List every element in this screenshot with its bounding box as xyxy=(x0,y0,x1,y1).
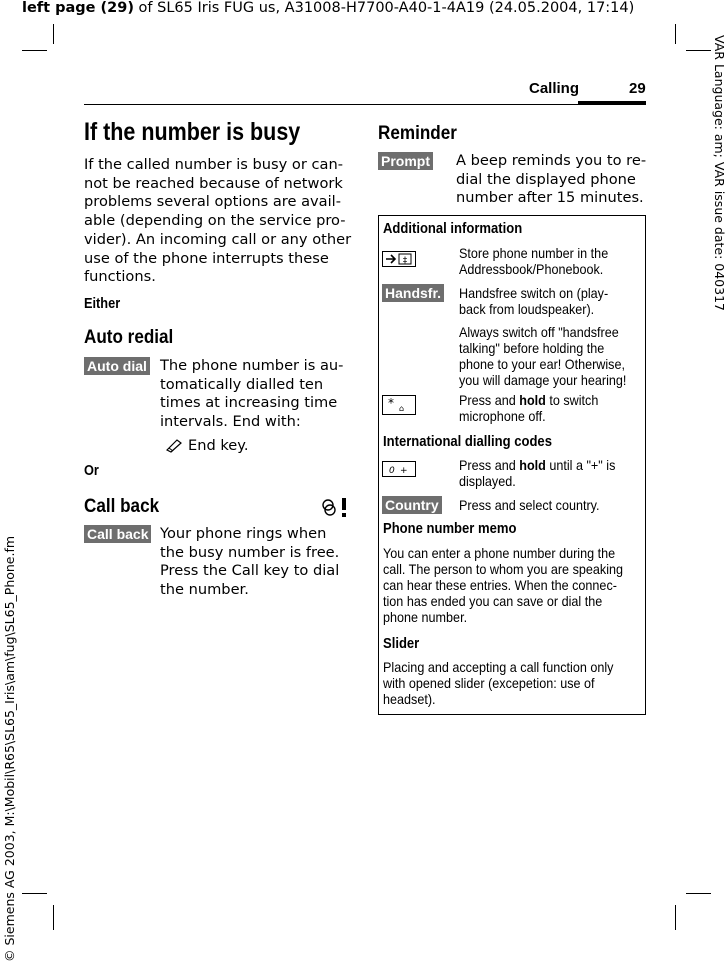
network-service-icon xyxy=(318,497,352,517)
store-number-text: Store phone number in the Addressbook/Phonebook. xyxy=(459,245,609,277)
auto-redial-heading: Auto redial xyxy=(84,327,174,348)
end-key-icon xyxy=(165,437,183,453)
auto-redial-text: The phone number is au- tomatically dialled ten times at increasing time intervals. End with: xyxy=(160,357,344,431)
plus-hold-text: hold xyxy=(519,457,546,473)
handsfree-softkey[interactable]: Handsfr. xyxy=(382,284,444,302)
right-vertical-info: VAR Language: am; VAR issue date: 040317 xyxy=(712,35,727,311)
crop-mark xyxy=(686,50,711,51)
header-rule-thick xyxy=(578,101,646,104)
document-header xyxy=(22,0,634,16)
intro-paragraph: If the called number is busy or can- not be reached because of network problems several options are avail- able (depending on the service pro- vider). An incoming call or any other use of the phone interrupts these functions. xyxy=(84,156,352,286)
mic-press-text: Press and xyxy=(459,392,520,408)
header-page-label: left page (29) xyxy=(22,0,134,16)
prompt-softkey[interactable]: Prompt xyxy=(378,152,433,170)
star-key-icon xyxy=(382,395,416,415)
svg-text:⌂: ⌂ xyxy=(399,404,405,413)
mic-rest-text: to switch microphone off. xyxy=(459,392,599,424)
handsfree-warning: Always switch off "handsfree talking" before holding the phone to your ear! Otherwise, you will damage your hearing! xyxy=(459,324,627,388)
end-key-text: End key. xyxy=(188,437,249,454)
call-back-heading: Call back xyxy=(84,496,160,517)
handsfree-text: Handsfree switch on (play- back from loudspeaker). xyxy=(459,285,609,317)
either-label: Either xyxy=(84,296,121,312)
page-title: If the number is busy xyxy=(84,118,301,146)
auto-dial-softkey[interactable]: Auto dial xyxy=(84,357,150,375)
crop-mark xyxy=(22,893,47,894)
plus-text xyxy=(459,457,644,489)
plus-rest-text: until a "+" is displayed. xyxy=(459,457,616,489)
left-vertical-copyright: © Siemens AG 2003, M:\Mobil\R65\SL65_Iris\am\fug\SL65_Phone.fm xyxy=(2,535,17,962)
mic-off-text xyxy=(459,392,644,424)
additional-info-title: Additional information xyxy=(383,221,523,237)
store-number-icon xyxy=(382,251,416,267)
running-head-page: 29 xyxy=(629,80,646,97)
svg-text:+: + xyxy=(400,466,408,476)
call-back-softkey[interactable]: Call back xyxy=(84,525,151,543)
header-doc-info: of SL65 Iris FUG us, A31008-H7700-A40-1-4A19 (24.05.2004, 17:14) xyxy=(133,0,635,16)
crop-mark xyxy=(686,893,711,894)
header-rule xyxy=(84,104,646,105)
crop-mark xyxy=(53,905,54,930)
slider-text: Placing and accepting a call function only with opened slider (excepetion: use of headset). xyxy=(383,659,614,707)
zero-plus-key-icon xyxy=(382,461,416,477)
crop-mark xyxy=(53,24,54,44)
intl-codes-heading: International dialling codes xyxy=(383,434,552,450)
slider-heading: Slider xyxy=(383,636,420,652)
country-text: Press and select country. xyxy=(459,497,600,513)
crop-mark xyxy=(675,24,676,44)
country-softkey[interactable]: Country xyxy=(382,496,442,514)
svg-text:‡: ‡ xyxy=(402,256,408,266)
or-label: Or xyxy=(84,463,99,479)
svg-text:*: * xyxy=(388,396,394,410)
crop-mark xyxy=(22,50,47,51)
mic-hold-text: hold xyxy=(519,392,546,408)
memo-text: You can enter a phone number during the call. The person to whom you are speaking can hear these entries. When the connec- tion has ended you can save or dial the phone number. xyxy=(383,545,624,625)
running-head-section: Calling xyxy=(529,80,580,97)
plus-press-text: Press and xyxy=(459,457,520,473)
crop-mark xyxy=(675,905,676,930)
memo-heading: Phone number memo xyxy=(383,521,517,537)
call-back-text: Your phone rings when the busy number is free. Press the Call key to dial the number. xyxy=(160,525,340,599)
reminder-text: A beep reminds you to re- dial the displayed phone number after 15 minutes. xyxy=(456,152,647,207)
reminder-heading: Reminder xyxy=(378,123,457,144)
svg-text:0: 0 xyxy=(389,466,395,476)
